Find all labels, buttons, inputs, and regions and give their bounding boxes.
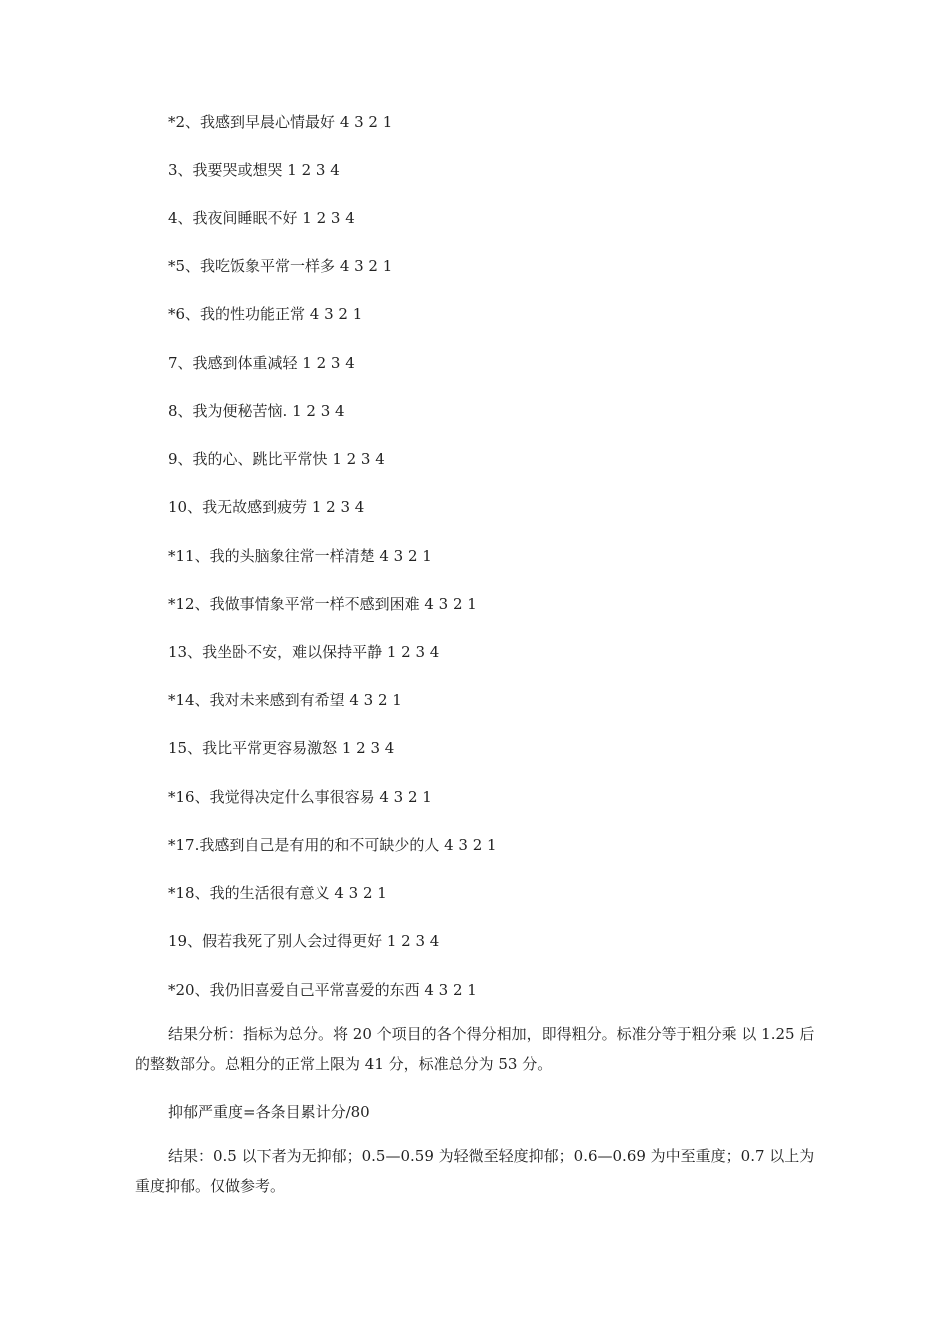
question-item-8: 8、我为便秘苦恼. 1 2 3 4 xyxy=(168,402,345,420)
question-item-5: *5、我吃饭象平常一样多 4 3 2 1 xyxy=(168,257,393,275)
question-item-15: 15、我比平常更容易激怒 1 2 3 4 xyxy=(168,739,395,757)
question-item-17: *17.我感到自己是有用的和不可缺少的人 4 3 2 1 xyxy=(168,836,497,854)
question-item-20: *20、我仍旧喜爱自己平常喜爱的东西 4 3 2 1 xyxy=(168,981,477,999)
question-item-11: *11、我的头脑象往常一样清楚 4 3 2 1 xyxy=(168,547,432,565)
result-paragraph: 结果：0.5 以下者为无抑郁；0.5—0.59 为轻微至轻度抑郁；0.6—0.69 为中至重度；0.7 以上为重度抑郁。仅做参考。 xyxy=(135,1147,815,1195)
question-item-10: 10、我无故感到疲劳 1 2 3 4 xyxy=(168,498,365,516)
question-item-13: 13、我坐卧不安，难以保持平静 1 2 3 4 xyxy=(168,643,440,661)
question-item-4: 4、我夜间睡眠不好 1 2 3 4 xyxy=(168,209,355,227)
question-item-9: 9、我的心、跳比平常快 1 2 3 4 xyxy=(168,450,385,468)
question-item-7: 7、我感到体重减轻 1 2 3 4 xyxy=(168,354,355,372)
severity-formula: 抑郁严重度=各条目累计分/80 xyxy=(168,1103,370,1121)
result-analysis-paragraph: 结果分析：指标为总分。将 20 个项目的各个得分相加，即得粗分。标准分等于粗分乘 以 1.25 后的整数部分。总粗分的正常上限为 41 分，标准总分为 53 分。 xyxy=(135,1025,815,1073)
question-item-12: *12、我做事情象平常一样不感到困难 4 3 2 1 xyxy=(168,595,477,613)
question-item-18: *18、我的生活很有意义 4 3 2 1 xyxy=(168,884,387,902)
question-item-16: *16、我觉得决定什么事很容易 4 3 2 1 xyxy=(168,788,432,806)
question-item-14: *14、我对未来感到有希望 4 3 2 1 xyxy=(168,691,402,709)
question-item-6: *6、我的性功能正常 4 3 2 1 xyxy=(168,305,363,323)
question-item-2: *2、我感到早晨心情最好 4 3 2 1 xyxy=(168,113,393,131)
question-item-19: 19、假若我死了别人会过得更好 1 2 3 4 xyxy=(168,932,440,950)
question-item-3: 3、我要哭或想哭 1 2 3 4 xyxy=(168,161,340,179)
